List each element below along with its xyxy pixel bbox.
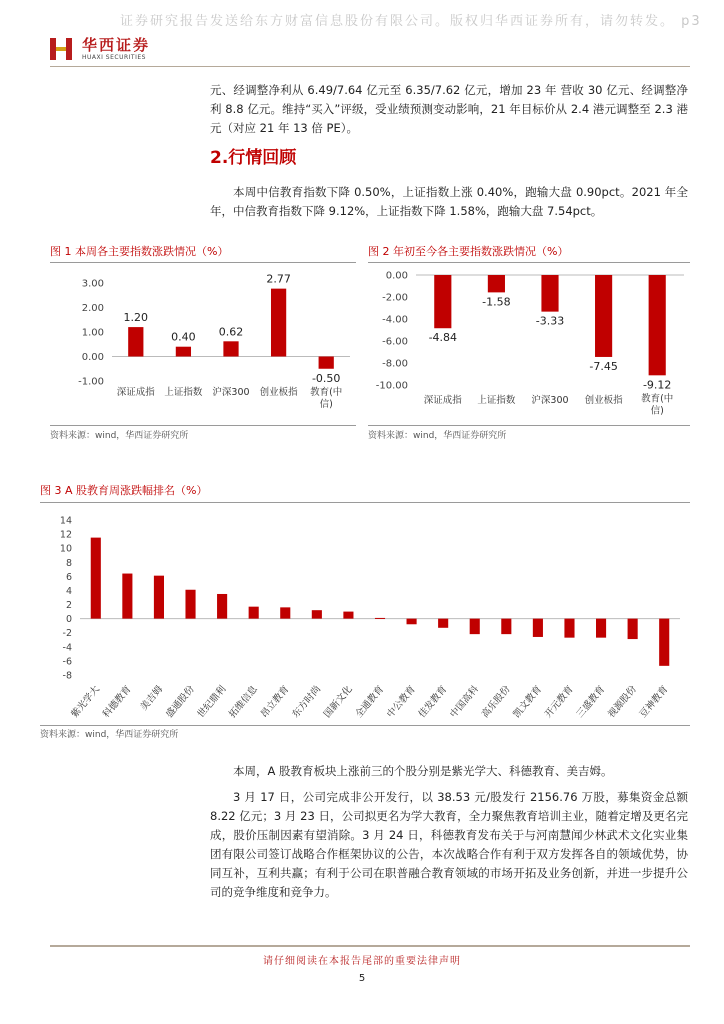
bar [501, 619, 511, 635]
logo-subtext: HUAXI SECURITIES [82, 54, 146, 61]
bar [217, 594, 227, 619]
x-tick-label: 创业板指 [584, 395, 623, 406]
bar [312, 610, 322, 618]
bar-value-label: 1.20 [123, 311, 149, 325]
bar [541, 275, 558, 312]
y-tick-label: 2 [65, 600, 72, 612]
y-tick-label: 10 [59, 543, 72, 555]
bar [438, 619, 448, 628]
bar [533, 619, 543, 637]
x-tick-label: 盛通股份 [163, 683, 197, 721]
figure-3-frame [40, 502, 690, 726]
bar-value-label: -0.50 [311, 371, 341, 385]
y-tick-label: 4 [65, 585, 72, 597]
x-tick-label: 高乐股份 [479, 683, 513, 721]
x-tick-label: 信) [319, 399, 333, 410]
bar [91, 538, 101, 619]
x-tick-label: 上证指数 [164, 387, 203, 398]
y-tick-label: 14 [59, 515, 72, 527]
bar [280, 607, 290, 618]
bar [319, 357, 334, 369]
x-tick-label: 信) [650, 405, 664, 417]
x-tick-label: 科德教育 [100, 683, 134, 721]
bar [595, 275, 612, 357]
figure-2-title: 图 2 年初至今各主要指数涨跌情况（%） [368, 245, 569, 258]
page-number: 5 [358, 973, 366, 984]
bar [122, 574, 132, 619]
figure-3-chart [40, 503, 690, 723]
figure-1-source: 资料来源：wind，华西证券研究所 [50, 431, 189, 441]
section-title: 2.行情回顾 [210, 148, 297, 168]
x-tick-label: 教育(中 [641, 393, 674, 405]
paragraph-company-news: 3 月 17 日，公司完成非公开发行，以 38.53 元/股发行 2156.76 万股，募集资金总额 8.22 亿元；3 月 23 日，公司拟更名为学大教育，全力聚焦教育培训主业，随着定增及更名完成，股价压制因素有望消除。3 月 24 日，科德教育发布关于与河南慧闻少林武术文化实业集团有限公司签订战略合作框架协议的公告，本次战略合作有利于双方发挥各自的领域优势，协同互补，互利共赢；有利于公司在职普融合教育领域的市场开拓及业务创新，并进一步提升公司的竞争维度和竞争力。 [210, 790, 688, 899]
x-tick-label: 佳发教育 [416, 683, 450, 721]
x-tick-label: 视源股份 [606, 683, 639, 721]
bar [488, 275, 505, 292]
y-tick-label: -4.00 [382, 314, 408, 326]
bar-value-label: -1.58 [482, 295, 511, 309]
figure-1-title: 图 1 本周各主要指数涨跌情况（%） [50, 245, 229, 258]
x-tick-label: 凯文教育 [511, 683, 545, 721]
bar [185, 590, 195, 619]
x-tick-label: 上证指数 [477, 395, 516, 406]
bar [659, 619, 669, 666]
figure-2-chart [368, 263, 690, 423]
bar-value-label: -7.45 [589, 359, 618, 373]
bar [343, 612, 353, 619]
y-tick-label: -4 [62, 642, 72, 654]
x-tick-label: 深证成指 [116, 387, 155, 398]
y-tick-label: 6 [65, 571, 72, 583]
bar-value-label: 2.77 [266, 272, 291, 286]
x-tick-label: 深证成指 [423, 395, 462, 406]
y-tick-label: 0.00 [385, 270, 408, 282]
bar [628, 619, 638, 639]
x-tick-label: 创业板指 [259, 387, 298, 398]
bar [434, 275, 451, 328]
bar [649, 275, 666, 375]
x-tick-label: 三盛教育 [574, 683, 608, 721]
x-tick-label: 教育(中 [310, 387, 343, 398]
x-tick-label: 中公教育 [385, 683, 418, 721]
bar [154, 576, 164, 619]
bar [407, 619, 417, 625]
bar [176, 347, 191, 357]
bar-value-label: -4.84 [428, 331, 458, 345]
footer-divider [50, 945, 690, 947]
x-tick-label: 紫光学大 [69, 683, 103, 721]
x-tick-label: 东方时尚 [290, 683, 324, 721]
y-tick-label: -6 [62, 656, 72, 668]
x-tick-label: 沪深300 [212, 387, 250, 398]
x-tick-label: 沪深300 [531, 395, 569, 406]
figure-3-source: 资料来源：wind，华西证券研究所 [40, 730, 179, 740]
y-tick-label: 3.00 [81, 278, 104, 290]
paragraph-earnings: 元、经调整净利从 6.49/7.64 亿元至 6.35/7.62 亿元，增加 23 年 营收 30 亿元、经调整净利 8.8 亿元。维持“买入”评级，受业绩预测变动影响，21 年目标价从 2.4 港元调整至 2.3 港元（对应 21 年 13 倍 PE）。 [210, 83, 689, 135]
bar-value-label: 0.62 [218, 325, 244, 339]
y-tick-label: 12 [59, 529, 72, 541]
bar [249, 607, 259, 619]
bar-value-label: -3.33 [535, 314, 565, 328]
x-tick-label: 拓维信息 [227, 683, 260, 721]
y-tick-label: -6.00 [382, 336, 408, 348]
paragraph-market-review: 本周中信教育指数下降 0.50%，上证指数上涨 0.40%，跑输大盘 0.90pct。2021 年全年，中信教育指数下降 9.12%，上证指数下降 1.58%，跑输大盘 7.54pct。 [210, 185, 688, 218]
bar [223, 341, 238, 356]
y-tick-label: -2.00 [382, 292, 408, 304]
y-tick-label: 0.00 [81, 352, 104, 363]
y-tick-label: -8 [62, 670, 72, 682]
x-tick-label: 昂立教育 [258, 683, 292, 721]
footer-notice: 请仔细阅读在本报告尾部的重要法律声明 [263, 956, 461, 967]
x-tick-label: 中国高科 [448, 683, 482, 721]
bar [596, 619, 606, 638]
bar-value-label: -9.12 [642, 378, 672, 392]
y-tick-label: 0 [65, 614, 72, 626]
y-tick-label: -8.00 [382, 358, 408, 370]
logo-text: 华西证券 [82, 36, 151, 54]
figure-2-source: 资料来源：wind，华西证券研究所 [368, 431, 507, 441]
watermark: 证券研究报告发送给东方财富信息股份有限公司。版权归华西证券所有，请勿转发。 p3 [120, 14, 702, 29]
x-tick-label: 美吉姆 [138, 683, 166, 713]
x-tick-label: 豆神教育 [637, 683, 671, 721]
figure-3-title: 图 3 A 股教育周涨跌幅排名（%） [40, 484, 208, 497]
y-tick-label: -2 [62, 628, 72, 640]
figure-1-chart [50, 263, 356, 423]
x-tick-label: 开元教育 [542, 683, 576, 721]
paragraph-top-gainers: 本周，A 股教育板块上涨前三的个股分别是紫光学大、科德教育、美吉姆。 [233, 764, 613, 778]
bar [128, 327, 143, 356]
x-tick-label: 全通教育 [353, 683, 387, 721]
bar [470, 619, 480, 635]
y-tick-label: -1.00 [78, 376, 104, 388]
header-divider [50, 66, 690, 67]
x-tick-label: 世纪鼎利 [195, 683, 229, 721]
y-tick-label: 1.00 [81, 327, 104, 339]
y-tick-label: 8 [65, 557, 72, 569]
y-tick-label: 2.00 [81, 303, 104, 314]
bar-value-label: 0.40 [171, 330, 196, 344]
bar [271, 289, 286, 357]
figure-2-frame [368, 262, 690, 426]
y-tick-label: -10.00 [375, 380, 408, 392]
bar [564, 619, 574, 638]
huaxi-logo-icon [50, 38, 72, 60]
figure-1-frame [50, 262, 356, 426]
bar [375, 618, 385, 619]
x-tick-label: 国新文化 [321, 683, 355, 721]
